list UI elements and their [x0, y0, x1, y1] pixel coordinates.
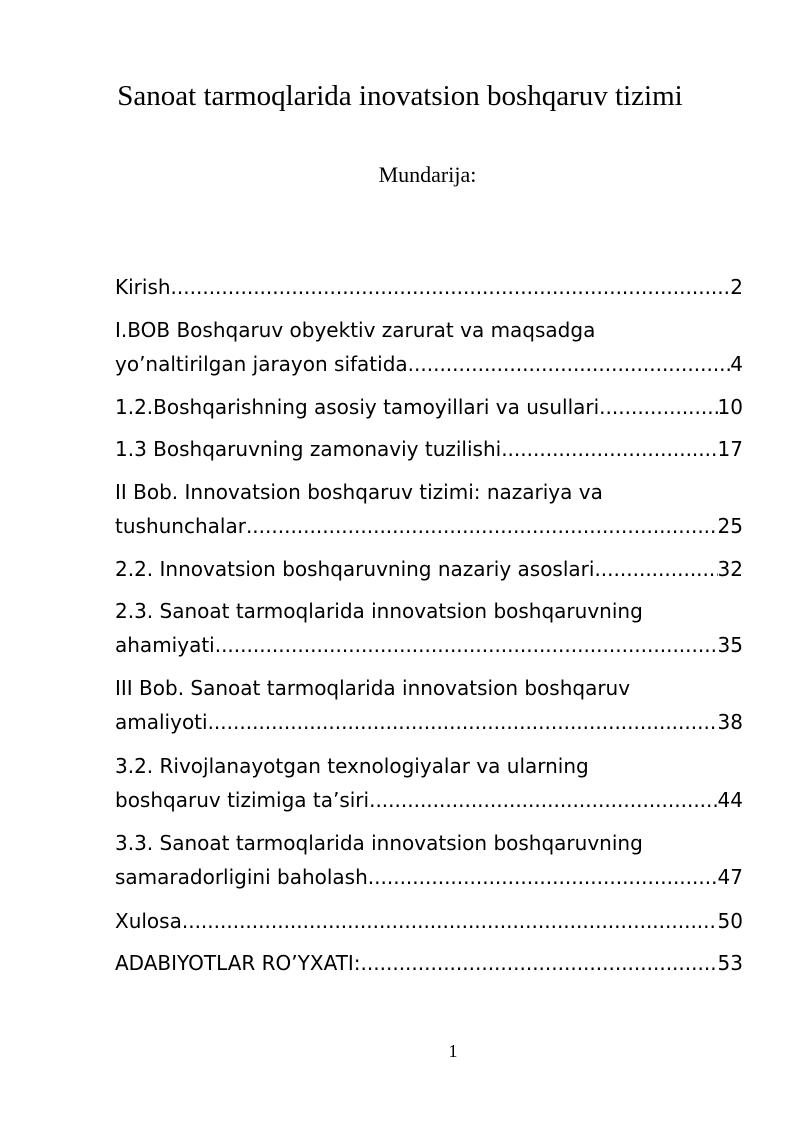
- dot-leader: [369, 783, 717, 817]
- toc-entry[interactable]: [115, 432, 743, 466]
- toc-entry-title: amaliyoti: [115, 710, 208, 734]
- toc-entry-title-line: II Bob. Innovatsion boshqaruv tizimi: nazariya va: [115, 480, 603, 504]
- toc-entry-page-number: 2: [730, 275, 743, 299]
- dot-leader: [361, 946, 718, 980]
- dot-leader: [408, 347, 731, 381]
- toc-entry-page-number: 10: [717, 395, 743, 419]
- toc-entry[interactable]: [115, 313, 743, 381]
- toc-entry-line: [115, 860, 743, 894]
- toc-entry[interactable]: [115, 946, 743, 980]
- toc-entry-page-number: 25: [717, 514, 743, 538]
- toc-entry-page-number: 35: [717, 633, 743, 657]
- toc-entry-title: ADABIYOTLAR RO’YXATI:: [115, 951, 361, 975]
- toc-entry-title: Xulosa: [115, 909, 182, 933]
- toc-entry-title-line: 2.3. Sanoat tarmoqlarida innovatsion boshqaruvning: [115, 599, 643, 623]
- toc-entry-line: [115, 628, 743, 662]
- toc-entry[interactable]: [115, 552, 743, 586]
- toc-entry-line: [115, 390, 743, 424]
- toc-entry-line: [115, 946, 743, 980]
- toc-entry[interactable]: [115, 594, 743, 662]
- toc-entry-page-number: 50: [717, 909, 743, 933]
- toc-entry-page-number: 44: [717, 788, 743, 812]
- toc-entry-line: [115, 705, 743, 739]
- toc-entry[interactable]: [115, 749, 743, 817]
- toc-entry-line: [115, 783, 743, 817]
- toc-entry-title: tushunchalar: [115, 514, 246, 538]
- toc-entry-line: [115, 509, 743, 543]
- document-title: Sanoat tarmoqlarida inovatsion boshqaruv tizimi: [117, 80, 683, 112]
- toc-entry-page-number: 4: [730, 352, 743, 376]
- dot-leader: [171, 270, 731, 304]
- toc-entry-line: [115, 347, 743, 381]
- toc-entry-page-number: 17: [717, 437, 743, 461]
- dot-leader: [182, 904, 718, 938]
- toc-entry-title: 2.2. Innovatsion boshqaruvning nazariy asoslari: [115, 557, 595, 581]
- dot-leader: [594, 552, 717, 586]
- dot-leader: [215, 628, 718, 662]
- toc-entry-title: 1.3 Boshqaruvning zamonaviy tuzilishi: [115, 437, 502, 461]
- toc-heading: Mundarija:: [378, 162, 477, 187]
- dot-leader: [246, 509, 718, 543]
- toc-entry-title-line: 3.2. Rivojlanayotgan texnologiyalar va ularning: [115, 754, 589, 778]
- toc-entry-title: Kirish: [115, 275, 171, 299]
- toc-entry-title: yo’naltirilgan jarayon sifatida: [115, 352, 408, 376]
- page-number: 1: [448, 1041, 458, 1061]
- toc-entry-title-line: 3.3. Sanoat tarmoqlarida innovatsion boshqaruvning: [115, 831, 643, 855]
- dot-leader: [599, 390, 717, 424]
- toc-entry-title-line: III Bob. Sanoat tarmoqlarida innovatsion boshqaruv: [115, 676, 631, 700]
- toc-entry-page-number: 38: [717, 710, 743, 734]
- toc-entry-page-number: 32: [717, 557, 743, 581]
- toc-entry[interactable]: [115, 390, 743, 424]
- toc-entry-line: [115, 432, 743, 466]
- dot-leader: [501, 432, 717, 466]
- toc-entry-page-number: 53: [717, 951, 743, 975]
- toc-entry[interactable]: [115, 475, 743, 543]
- toc-entry-line: [115, 552, 743, 586]
- dot-leader: [368, 860, 718, 894]
- toc-entry[interactable]: [115, 270, 743, 304]
- toc-entry-line: [115, 270, 743, 304]
- toc-entry-title: boshqaruv tizimiga ta’siri: [115, 788, 370, 812]
- toc-entry-title: samaradorligini baholash: [115, 865, 368, 889]
- toc-entry-line: [115, 904, 743, 938]
- toc-entry-page-number: 47: [717, 865, 743, 889]
- toc-entry[interactable]: [115, 671, 743, 739]
- toc-entry-title-line: I.BOB Boshqaruv obyektiv zarurat va maqsadga: [115, 318, 596, 342]
- dot-leader: [208, 705, 718, 739]
- toc-entry-title: ahamiyati: [115, 633, 215, 657]
- toc-entry[interactable]: [115, 904, 743, 938]
- toc-entry-title: 1.2.Boshqarishning asosiy tamoyillari va usullari: [115, 395, 600, 419]
- toc-entry[interactable]: [115, 826, 743, 894]
